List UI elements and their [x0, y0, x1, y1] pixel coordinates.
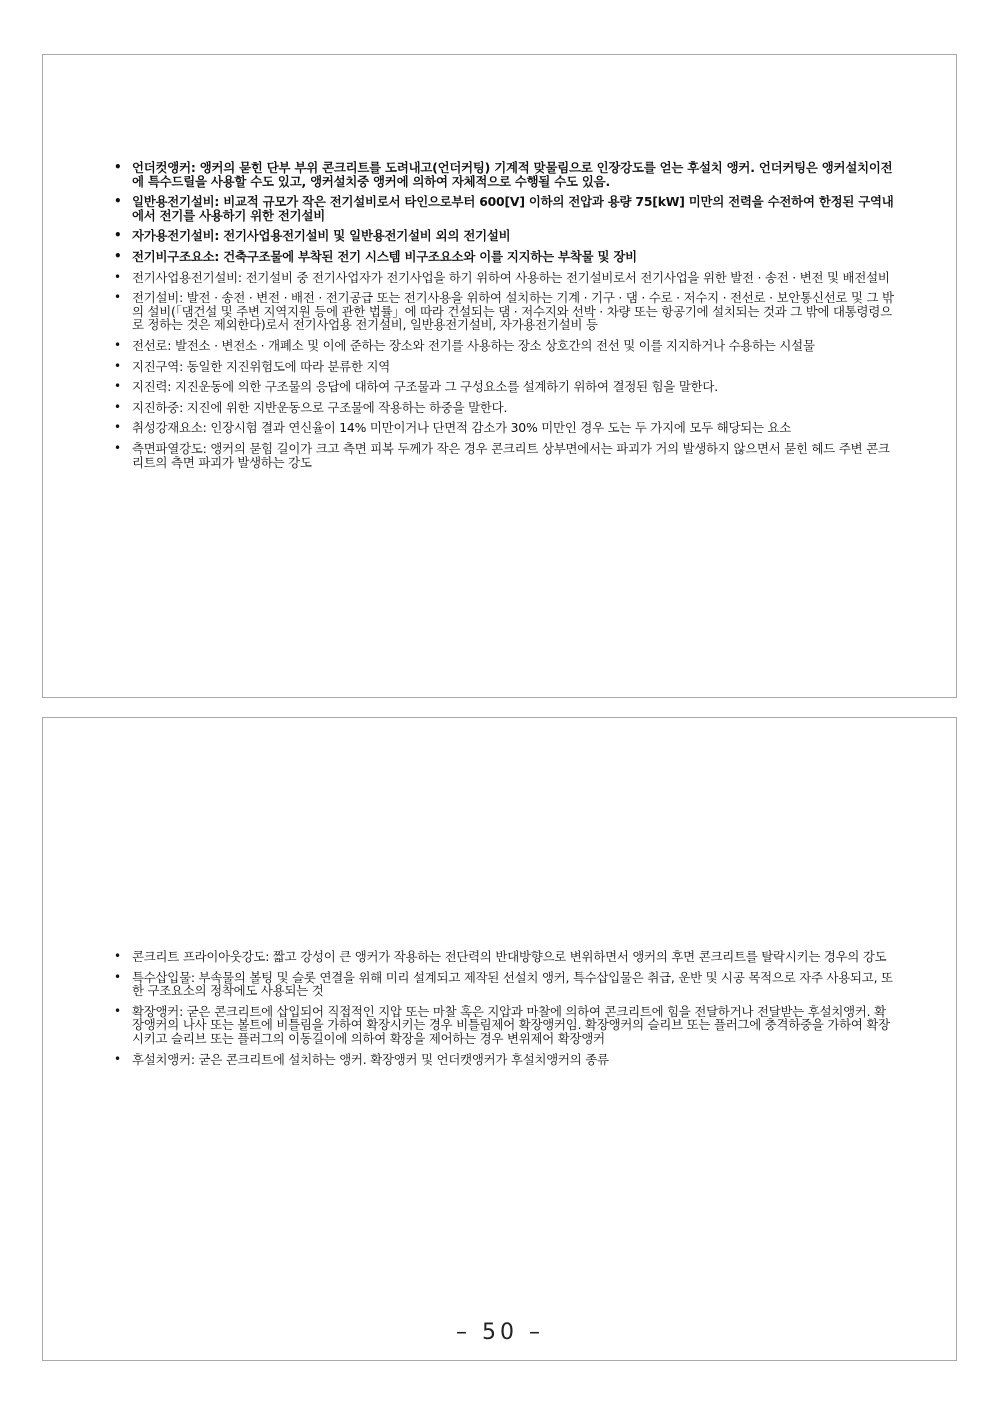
- list-item: • 전기사업용전기설비: 전기설비 중 전기사업자가 전기사업을 하기 위하여 사용하는 전기설비로서 전기사업을 위한 발전 · 송전 · 변전 및 배전설비: [113, 271, 895, 285]
- list-item: • 취성강재요소: 인장시험 결과 연신율이 14% 미만이거나 단면적 감소가 30% 미만인 경우 도는 두 가지에 모두 해당되는 요소: [113, 421, 895, 435]
- list-item: • 콘크리트 프라이아웃강도: 짧고 강성이 큰 앵커가 작용하는 전단력의 반대방향으로 변위하면서 앵커의 후면 콘크리트를 탈락시키는 경우의 강도: [113, 950, 895, 964]
- list-item: • 지진하중: 지진에 위한 지반운동으로 구조물에 작용하는 하중을 말한다.: [113, 401, 895, 415]
- list-item: • 지진력: 지진운동에 의한 구조물의 응답에 대하여 구조물과 그 구성요소를 설계하기 위하여 결정된 힘을 말한다.: [113, 380, 895, 394]
- definition-list-upper: [113, 161, 895, 476]
- list-item: • 지진구역: 동일한 지진위험도에 따라 분류한 지역: [113, 360, 895, 374]
- list-item: • 일반용전기설비: 비교적 규모가 작은 전기설비로서 타인으로부터 600[V] 이하의 전압과 용량 75[kW] 미만의 전력을 수전하여 한정된 구역내에서 전기를 사용하기 위한 전기설비: [113, 195, 895, 222]
- slide-upper: [42, 54, 957, 698]
- page-number: – 50 –: [456, 1320, 544, 1345]
- list-item: • 특수삽입물: 부속물의 볼팅 및 슬롯 연결을 위해 미리 설계되고 제작된 선설치 앵커, 특수삽입물은 취급, 운반 및 시공 목적으로 자주 사용되고, 또한 구조요소의 정착에도 사용되는 것: [113, 971, 895, 998]
- list-item: • 자가용전기설비: 전기사업용전기설비 및 일반용전기설비 외의 전기설비: [113, 229, 895, 243]
- list-item: • 후설치앵커: 굳은 콘크리트에 설치하는 앵커. 확장앵커 및 언더캣앵커가 후설치앵커의 종류: [113, 1053, 895, 1067]
- list-item: • 언더컷앵커: 앵커의 묻힌 단부 부위 콘크리트를 도려내고(언더커팅) 기계적 맞물림으로 인장강도를 얻는 후설치 앵커. 언더커팅은 앵커설치이전에 특수드릴을 사용할 수도 있고, 앵커설치중 앵커에 의하여 자체적으로 수행될 수도 있음.: [113, 161, 895, 188]
- list-item: • 전선로: 발전소 · 변전소 · 개폐소 및 이에 준하는 장소와 전기를 사용하는 장소 상호간의 전선 및 이를 지지하거나 수용하는 시설물: [113, 339, 895, 353]
- definition-list-lower: [113, 950, 895, 1073]
- list-item: • 확장앵커: 굳은 콘크리트에 삽입되어 직접적인 지압 또는 마찰 혹은 지압과 마찰에 의하여 콘크리트에 힘을 전달하거나 전달받는 후설치앵커. 확장앵커의 나사 또는 볼트에 비틀림을 가하여 확장시키는 경우 비틀림제어 확장앵커임. 확장앵커의 슬리브 또는 플러그에 충격하중을 가하여 확장시키고 슬리브 또는 플러그의 이동길이에 의하여 확장을 제어하는 경우 변위제어 확장앵커: [113, 1005, 895, 1046]
- list-item: • 측면파열강도: 앵커의 묻힘 길이가 크고 측면 피복 두께가 작은 경우 콘크리트 상부면에서는 파괴가 거의 발생하지 않으면서 묻힌 헤드 주변 콘크리트의 측면 파괴가 발생하는 강도: [113, 442, 895, 469]
- slide-lower: [42, 717, 957, 1361]
- list-item: • 전기설비: 발전 · 송전 · 변전 · 배전 · 전기공급 또는 전기사용을 위하여 설치하는 기계 · 기구 · 댐 · 수로 · 저수지 · 전선로 · 보안통신선로 및 그 밖의 설비(「댐건설 및 주변 지역지원 등에 관한 법률」에 따라 건설되는 댐 · 저수지와 선박 · 차량 또는 항공기에 설치되는 것과 그 밖에 대통령령으로 정하는 것은 제외한다)로서 전기사업용 전기설비, 일반용전기설비, 자가용전기설비 등: [113, 291, 895, 332]
- list-item: • 전기비구조요소: 건축구조물에 부착된 전기 시스템 비구조요소와 이를 지지하는 부착물 및 장비: [113, 250, 895, 264]
